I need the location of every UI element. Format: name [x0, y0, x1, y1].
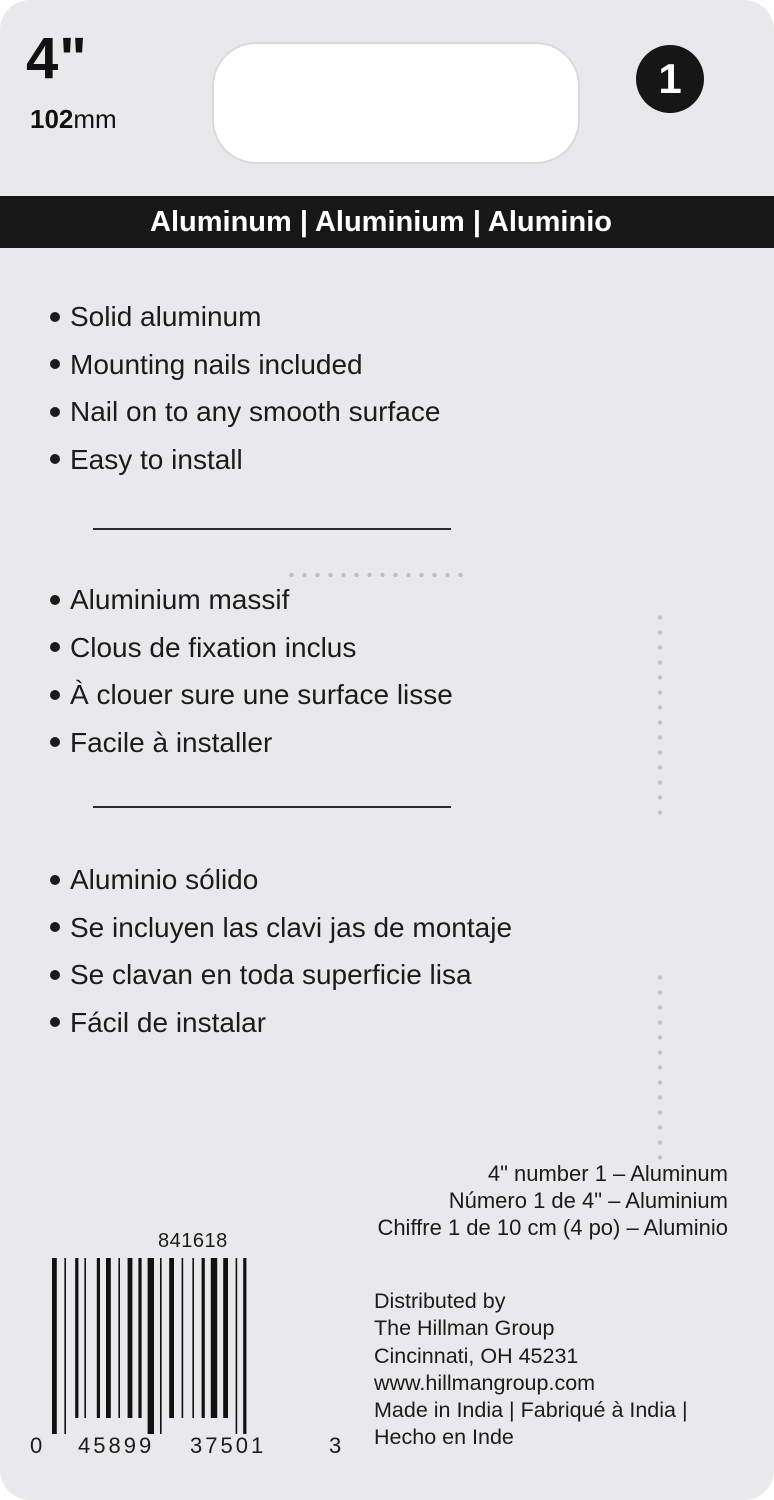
- barcode-digit-right: 3: [329, 1433, 342, 1458]
- barcode-bar: [192, 1258, 194, 1418]
- bullet-icon: [50, 922, 60, 932]
- feature-list-spanish: [50, 856, 512, 1046]
- feature-item: [50, 856, 512, 904]
- barcode-bar: [169, 1258, 174, 1418]
- barcode-bar: [64, 1258, 66, 1434]
- feature-item: [50, 436, 440, 484]
- barcode-bar: [138, 1258, 141, 1418]
- barcode-bar: [84, 1258, 86, 1418]
- feature-text: À clouer sure une surface lisse: [70, 679, 453, 710]
- barcode-bar: [211, 1258, 217, 1418]
- barcode-bar: [160, 1258, 162, 1434]
- distributor-info: [374, 1288, 688, 1452]
- origin-line: Made in India | Fabriqué à India |: [374, 1398, 688, 1423]
- number-badge: 1: [636, 45, 704, 113]
- feature-text: Solid aluminum: [70, 301, 262, 332]
- feature-item: [50, 293, 440, 341]
- barcode-bar: [97, 1258, 100, 1418]
- feature-item: [50, 904, 512, 952]
- bullet-icon: [50, 970, 60, 980]
- barcode-bar: [202, 1258, 205, 1418]
- barcode-bar: [223, 1258, 228, 1418]
- barcode-bar: [182, 1258, 184, 1418]
- feature-item: [50, 341, 440, 389]
- barcode-bar: [75, 1258, 78, 1418]
- feature-text: Clous de fixation inclus: [70, 631, 357, 663]
- sku-number: 841618: [158, 1230, 228, 1252]
- bullet-icon: [50, 595, 60, 605]
- feature-text: Nail on to any smooth surface: [70, 396, 441, 427]
- product-names: [377, 1160, 728, 1241]
- feature-list-french: [50, 576, 453, 766]
- bullet-icon: [50, 312, 60, 322]
- feature-text: Facile à installer: [70, 726, 273, 758]
- distributor-line: Distributed by: [374, 1289, 506, 1313]
- feature-text: Aluminium massif: [70, 584, 290, 615]
- bullet-icon: [50, 407, 60, 417]
- bullet-icon: [50, 1017, 60, 1027]
- hang-hole: [212, 42, 580, 164]
- barcode: [50, 1258, 320, 1434]
- distributor-name: The Hillman Group: [374, 1316, 555, 1341]
- feature-item: [50, 671, 453, 719]
- section-divider: [93, 806, 451, 808]
- product-name-fr: Chiffre 1 de 10 cm (4 po) – Aluminio: [377, 1215, 728, 1240]
- feature-text: Se incluyen las clavi jas de montaje: [70, 911, 513, 943]
- bullet-icon: [50, 454, 60, 464]
- barcode-group-right: 37501: [190, 1433, 267, 1458]
- bullet-icon: [50, 690, 60, 700]
- size-metric-value: 102: [30, 104, 74, 134]
- size-metric: [30, 104, 117, 135]
- material-banner-text: Aluminum | Aluminium | Aluminio: [150, 206, 612, 238]
- feature-text: Mounting nails included: [70, 348, 363, 380]
- origin-line-es: Hecho en Inde: [374, 1425, 514, 1450]
- feature-item: [50, 719, 453, 767]
- material-banner: [0, 196, 774, 248]
- barcode-group-left: 45899: [78, 1433, 155, 1458]
- distributor-address: Cincinnati, OH 45231: [374, 1343, 579, 1368]
- barcode-bar: [148, 1258, 154, 1434]
- product-name-en: 4" number 1 – Aluminum: [487, 1161, 728, 1186]
- bullet-icon: [50, 737, 60, 747]
- section-divider: [93, 528, 451, 530]
- size-metric-unit: mm: [73, 104, 117, 134]
- feature-list-english: [50, 293, 440, 483]
- bullet-icon: [50, 642, 60, 652]
- size-label: 4": [26, 26, 88, 91]
- feature-item: [50, 388, 440, 436]
- feature-text: Easy to install: [70, 443, 243, 475]
- barcode-digit-left: 0: [30, 1433, 43, 1458]
- bullet-icon: [50, 875, 60, 885]
- barcode-bar: [128, 1258, 133, 1418]
- barcode-bar: [118, 1258, 120, 1418]
- perforation-dots: [655, 610, 665, 820]
- barcode-bar: [236, 1258, 238, 1434]
- feature-text: Se clavan en toda superficie lisa: [70, 959, 472, 990]
- feature-item: [50, 624, 453, 672]
- feature-item: [50, 576, 453, 624]
- barcode-bar: [243, 1258, 246, 1434]
- feature-text: Fácil de instalar: [70, 1006, 267, 1038]
- barcode-bar: [106, 1258, 111, 1418]
- distributor-website: www.hillmangroup.com: [374, 1370, 596, 1395]
- barcode-bar: [52, 1258, 57, 1434]
- feature-text: Aluminio sólido: [70, 864, 259, 895]
- feature-item: [50, 999, 512, 1047]
- feature-item: [50, 951, 512, 999]
- product-name-es: Número 1 de 4" – Aluminium: [448, 1188, 728, 1213]
- bullet-icon: [50, 359, 60, 369]
- perforation-dots: [655, 970, 665, 1160]
